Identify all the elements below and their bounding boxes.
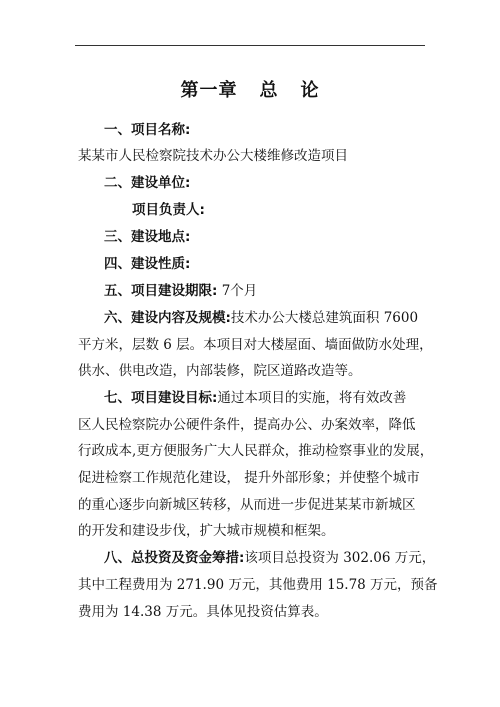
section-8-line-2: 其中工程费用为 271.90 万元，其他费用 15.78 万元，预备 [78,577,438,593]
section-2-subheading: 项目负责人: [132,202,205,218]
section-7-line-6: 的开发和建设步伐，扩大城市规模和框架。 [78,523,335,539]
section-6-heading: 六、建设内容及规模: [104,310,231,326]
section-8-text-1: 该项目总投资为 302.06 万元， [244,550,436,566]
section-5-line [104,282,257,300]
section-6-text-1: 技术办公大楼总建筑面积 7600 [230,310,419,326]
section-7-heading: 七、项目建设目标: [104,390,218,406]
section-6-line-2: 平方米，层数 6 层。本项目对大楼屋面、墙面做防水处理， [78,337,433,353]
section-8-heading: 八、总投资及资金筹措: [104,550,245,566]
section-8-line-3: 费用为 14.38 万元。具体见投资估算表。 [78,604,328,620]
section-6-line-3: 供水、供电改造，内部装修，院区道路改造等。 [78,363,362,379]
chapter-number: 第一章 [180,80,238,101]
chapter-title-char-1: 总 [259,80,279,101]
section-7-line-2: 区人民检察院办公硬件条件，提高办公、办案效率，降低 [78,417,416,433]
section-2-heading: 二、建设单位: [104,175,191,191]
section-7-line-5: 的重心逐步向新城区转移，从而进一步促进某某市新城区 [78,497,416,513]
chapter-title-char-2: 论 [300,80,320,101]
section-7-text-1: 通过本项目的实施，将有效改善 [217,390,407,406]
section-7-line-3: 行政成本,更方便服务广大人民群众，推动检察事业的发展， [78,443,434,459]
section-5-value: 7个月 [221,283,258,299]
section-6-line-1 [104,309,418,327]
section-7-line-4: 促进检察工作规范化建设， 提升外部形象；并使整个城市 [78,470,420,486]
chapter-title [0,76,500,102]
section-5-heading: 五、项目建设期限: [104,283,218,299]
header-rule [75,45,425,46]
section-1-heading: 一、项目名称: [104,122,191,138]
section-7-line-1 [104,389,406,407]
section-1-value: 某某市人民检察院技术办公大楼维修改造项目 [78,148,348,164]
section-4-heading: 四、建设性质: [104,256,191,272]
section-3-heading: 三、建设地点: [104,229,191,245]
section-8-line-1 [104,549,435,567]
